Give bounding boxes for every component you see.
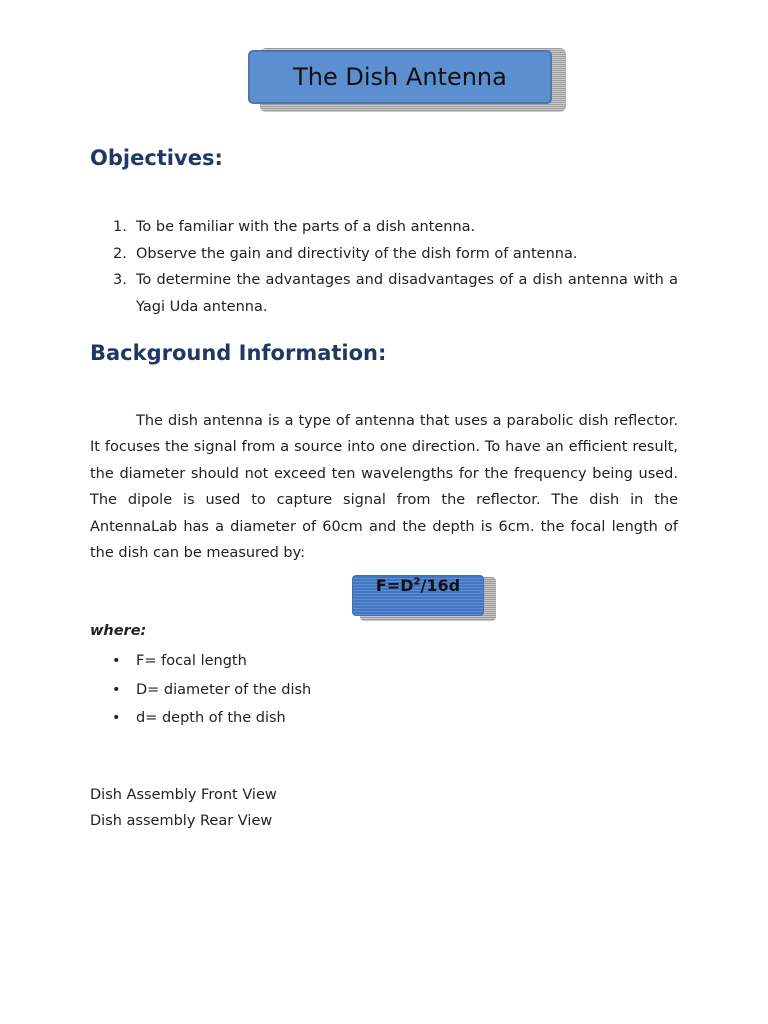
bullet-icon: • xyxy=(112,710,121,727)
objective-item xyxy=(90,241,678,268)
objective-text: To determine the advantages and disadvantages of a dish antenna with a Yagi Uda antenna. xyxy=(136,272,678,315)
formula-exponent: 2 xyxy=(413,576,421,588)
objective-number: 3. xyxy=(113,272,127,288)
variable-item xyxy=(90,676,311,705)
formula-left: F=D xyxy=(375,576,414,595)
objectives-list xyxy=(90,214,678,320)
bullet-icon: • xyxy=(112,653,121,669)
title-banner xyxy=(248,48,566,112)
focal-length-formula xyxy=(352,576,484,595)
variable-text: F= focal length xyxy=(136,653,247,669)
objective-text: Observe the gain and directivity of the dish form of antenna. xyxy=(136,245,578,262)
variable-item xyxy=(90,647,311,676)
objective-number: 1. xyxy=(113,219,127,235)
where-label: where: xyxy=(90,623,147,639)
background-paragraph: The dish antenna is a type of antenna that uses a parabolic dish reflector. It focuses the signal from a source into one direction. To have an efficient result, the diameter should not exceed ten wavelengths for the frequency being used. The dipole is used to capture signal from the reflector. The dish in the AntennaLab has a diameter of 60cm and the depth is 6cm. the focal length of the dish can be measured by: xyxy=(90,413,678,562)
formula-box xyxy=(352,575,496,621)
objectives-heading: Objectives: xyxy=(90,146,223,170)
document-title: The Dish Antenna xyxy=(248,50,552,104)
front-view-caption: Dish Assembly Front View xyxy=(90,787,277,803)
variables-list xyxy=(90,647,311,733)
objective-number: 2. xyxy=(113,245,127,262)
rear-view-caption: Dish assembly Rear View xyxy=(90,813,273,829)
bullet-icon: • xyxy=(112,681,121,698)
variable-text: D= diameter of the dish xyxy=(136,681,312,698)
background-heading: Background Information: xyxy=(90,341,387,365)
variable-item xyxy=(90,704,311,733)
objective-item xyxy=(90,214,678,241)
variable-text: d= depth of the dish xyxy=(136,710,286,727)
formula-right: /16d xyxy=(420,576,461,595)
objective-text: To be familiar with the parts of a dish antenna. xyxy=(136,219,476,235)
objective-item xyxy=(90,267,678,320)
